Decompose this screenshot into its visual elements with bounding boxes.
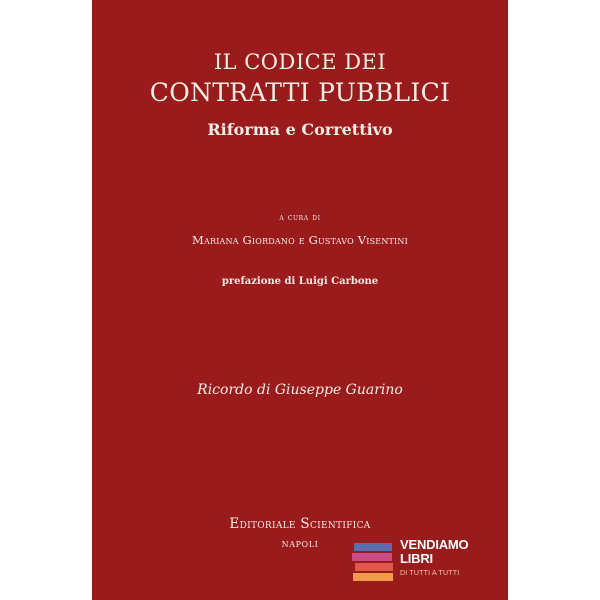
stacked-books-icon: [352, 540, 398, 586]
book-cover: [92, 0, 508, 600]
watermark-line-2: LIBRI: [400, 551, 433, 566]
preface-credit: prefazione di Luigi Carbone: [221, 276, 379, 287]
memorial-dedication: Ricordo di Giuseppe Guarino: [197, 382, 403, 398]
watermark-line-1: VENDIAMO: [400, 537, 469, 552]
title-line-1: IL CODICE DEI: [213, 50, 387, 74]
editors: Mariana Giordano e Gustavo Visentini: [192, 233, 408, 247]
watermark-tagline: DI TUTTI A TUTTI: [400, 570, 460, 577]
cura-label: a cura di: [279, 213, 321, 223]
title-line-2: CONTRATTI PUBBLICI: [149, 78, 451, 107]
watermark-brand: [400, 538, 468, 566]
publisher-city: NAPOLI: [281, 540, 319, 549]
vendiamo-libri-watermark: [352, 538, 502, 588]
subtitle: Riforma e Correttivo: [207, 120, 393, 139]
publisher-name: Editoriale Scientifica: [229, 516, 371, 532]
